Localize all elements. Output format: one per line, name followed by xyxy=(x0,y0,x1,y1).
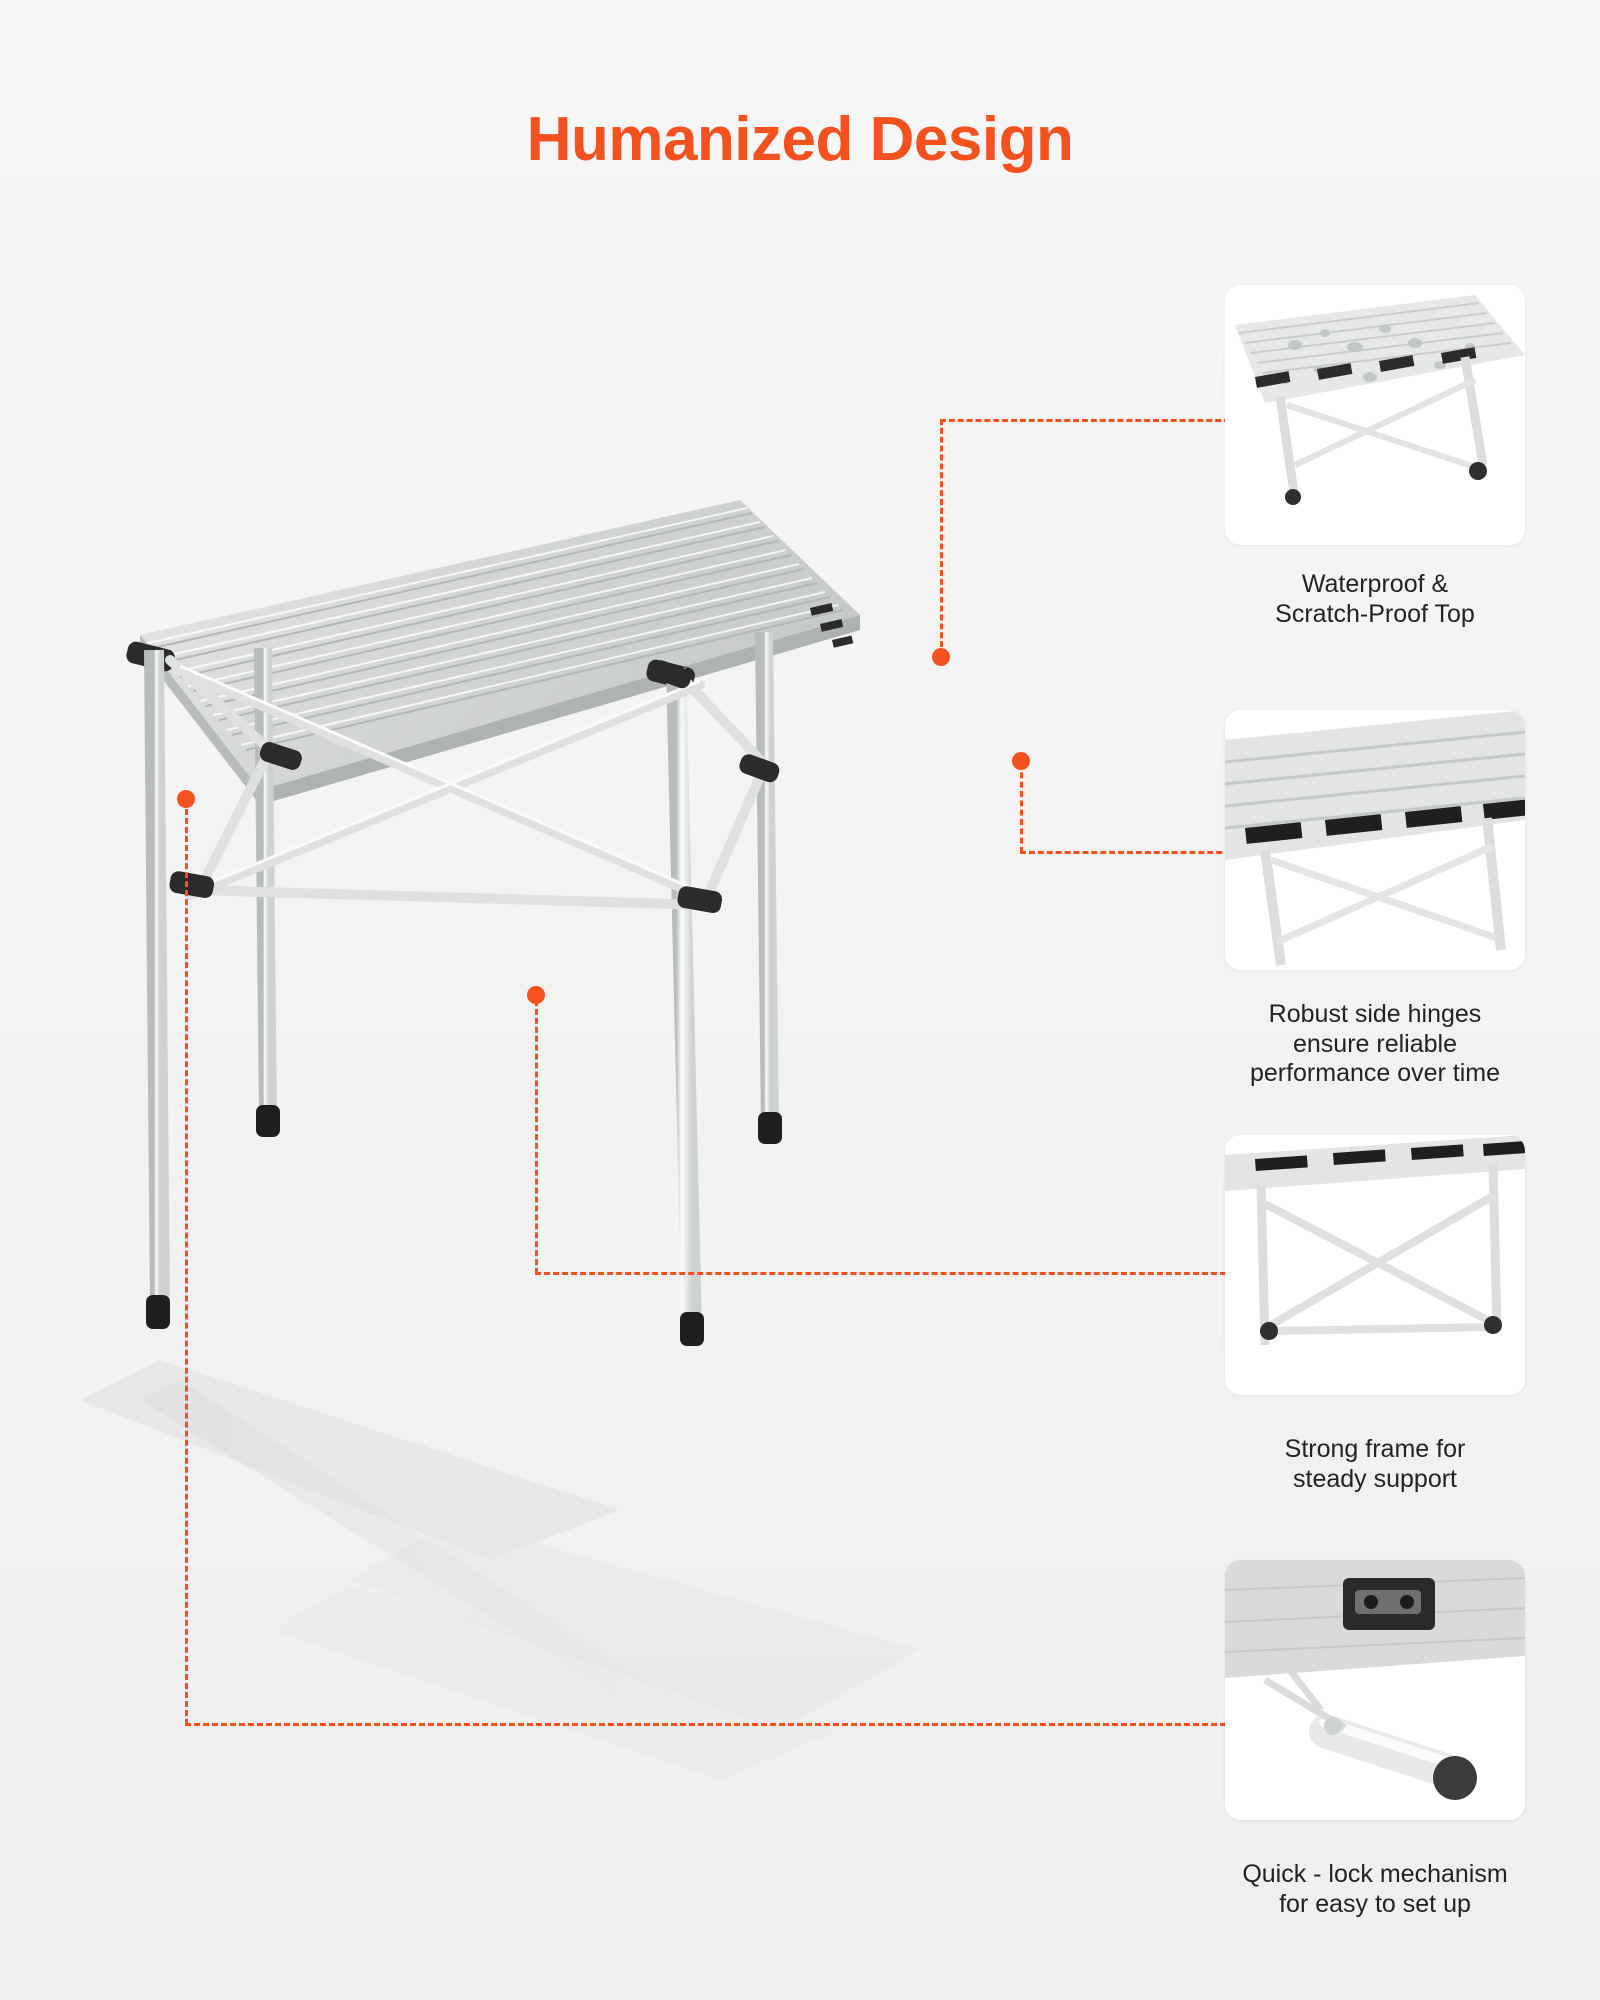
connector-line-waterproof-horizontal xyxy=(940,419,1230,422)
side-hinge-closeup-thumbnail xyxy=(1225,710,1525,970)
hotspot-dot-quicklock xyxy=(177,790,195,808)
quick-lock-clamp-thumbnail xyxy=(1225,1560,1525,1820)
connector-line-quicklock-horizontal xyxy=(185,1723,1235,1726)
callout-card-robust-side-hinges[interactable] xyxy=(1225,710,1525,970)
callout-label-quick-lock-mechanism: Quick - lock mechanism for easy to set up xyxy=(1242,1860,1508,1918)
connector-line-quicklock-vertical xyxy=(185,800,188,1725)
callout-label-waterproof-scratch-proof-top: Waterproof & Scratch-Proof Top xyxy=(1275,570,1475,628)
floor-shadow xyxy=(80,1360,920,1780)
connector-line-hinges-vertical xyxy=(1020,763,1023,853)
hotspot-dot-hinges xyxy=(1012,752,1030,770)
x-brace-frame-thumbnail xyxy=(1225,1135,1525,1395)
tabletop-water-droplets-thumbnail xyxy=(1225,285,1525,545)
connector-line-frame-vertical xyxy=(535,1000,538,1274)
callout-label-robust-side-hinges: Robust side hinges ensure reliable performance over time xyxy=(1249,1000,1501,1087)
hotspot-dot-waterproof xyxy=(932,648,950,666)
page-title: Humanized Design xyxy=(526,105,1074,174)
callout-card-strong-frame[interactable] xyxy=(1225,1135,1525,1395)
callout-card-waterproof-scratch-proof-top[interactable] xyxy=(1225,285,1525,545)
connector-line-waterproof-vertical xyxy=(940,419,943,656)
connector-line-hinges-horizontal xyxy=(1020,851,1240,854)
quick-lock-clamp xyxy=(1343,1578,1435,1630)
connector-line-frame-horizontal xyxy=(535,1272,1235,1275)
callout-label-strong-frame: Strong frame for steady support xyxy=(1284,1435,1466,1493)
callout-card-quick-lock-mechanism[interactable] xyxy=(1225,1560,1525,1820)
hotspot-dot-frame xyxy=(527,986,545,1004)
